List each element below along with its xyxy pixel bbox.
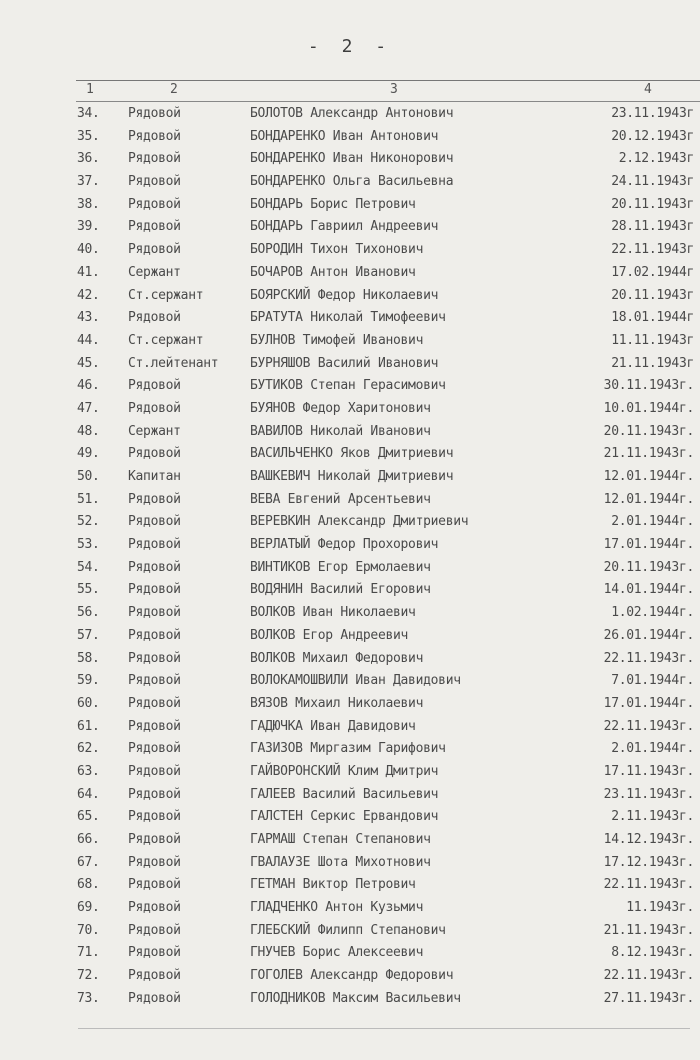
row-rank: Рядовой xyxy=(128,559,181,575)
table-row xyxy=(0,354,700,377)
row-date: 7.01.1944г. xyxy=(611,673,694,689)
table-row xyxy=(0,240,700,263)
row-number: 49. xyxy=(77,446,100,462)
row-rank: Рядовой xyxy=(128,605,181,621)
row-name: БУЛНОВ Тимофей Иванович xyxy=(250,332,424,348)
table-header-rule xyxy=(76,101,700,102)
row-date: 26.01.1944г. xyxy=(603,627,694,643)
row-number: 40. xyxy=(77,242,100,258)
row-date: 21.11.1943г. xyxy=(603,922,694,938)
row-name: БОНДАРЬ Борис Петрович xyxy=(250,196,416,212)
row-rank: Ст.сержант xyxy=(128,332,204,348)
row-name: БРАТУТА Николай Тимофеевич xyxy=(250,310,446,326)
table-row xyxy=(0,104,700,127)
column-header-4: 4 xyxy=(644,82,652,97)
row-name: ВЕВА Евгений Арсентьевич xyxy=(250,491,431,507)
table-row xyxy=(0,898,700,921)
row-name: БОРОДИН Тихон Тихонович xyxy=(250,242,424,258)
row-number: 62. xyxy=(77,741,100,757)
row-date: 22.11.1943г. xyxy=(603,968,694,984)
row-number: 73. xyxy=(77,990,100,1006)
row-rank: Рядовой xyxy=(128,378,181,394)
row-name: ГЛЕБСКИЙ Филипп Степанович xyxy=(250,922,446,938)
row-name: БОНДАРЬ Гавриил Андреевич xyxy=(250,219,439,235)
row-name: БОЛОТОВ Александр Антонович xyxy=(250,106,454,121)
row-number: 58. xyxy=(77,650,100,666)
row-rank: Рядовой xyxy=(128,400,181,416)
row-number: 44. xyxy=(77,332,100,348)
row-name: БОНДАРЕНКО Иван Никонорович xyxy=(250,151,454,167)
row-date: 18.01.1944г xyxy=(611,310,694,326)
row-number: 70. xyxy=(77,922,100,938)
row-name: БУТИКОВ Степан Герасимович xyxy=(250,378,446,394)
row-date: 21.11.1943г. xyxy=(603,446,694,462)
row-number: 66. xyxy=(77,832,100,847)
row-number: 38. xyxy=(77,196,100,212)
table-row xyxy=(0,603,700,626)
row-rank: Рядовой xyxy=(128,854,181,870)
row-date: 14.01.1944г. xyxy=(603,582,694,598)
table-row xyxy=(0,830,700,853)
row-rank: Рядовой xyxy=(128,809,181,825)
row-number: 54. xyxy=(77,559,100,575)
row-date: 17.12.1943г. xyxy=(603,854,694,870)
row-name: ГОГОЛЕВ Александр Федорович xyxy=(250,968,454,984)
row-rank: Рядовой xyxy=(128,695,181,711)
row-date: 20.11.1943г xyxy=(611,196,694,212)
row-rank: Рядовой xyxy=(128,877,181,893)
row-name: ВОЛОКАМОШВИЛИ Иван Давидович xyxy=(250,673,461,689)
row-number: 37. xyxy=(77,174,100,190)
table-row xyxy=(0,762,700,785)
row-name: ГВАЛАУЗЕ Шота Михотнович xyxy=(250,854,431,870)
row-rank: Рядовой xyxy=(128,219,181,235)
table-row xyxy=(0,966,700,989)
table-row xyxy=(0,717,700,740)
row-number: 52. xyxy=(77,514,100,530)
table-row xyxy=(0,853,700,876)
table-row xyxy=(0,921,700,944)
row-date: 17.01.1944г. xyxy=(603,537,694,553)
table-row xyxy=(0,535,700,558)
table-row xyxy=(0,195,700,218)
row-rank: Рядовой xyxy=(128,718,181,734)
row-rank: Рядовой xyxy=(128,922,181,938)
row-number: 36. xyxy=(77,151,100,167)
row-date: 23.11.1943г xyxy=(611,106,694,121)
table-row xyxy=(0,943,700,966)
table-row xyxy=(0,490,700,513)
row-name: ГНУЧЕВ Борис Алексеевич xyxy=(250,945,424,961)
page-number: - 2 - xyxy=(307,36,393,57)
row-number: 39. xyxy=(77,219,100,235)
table-header xyxy=(0,82,700,100)
row-date: 22.11.1943г. xyxy=(603,877,694,893)
column-header-1: 1 xyxy=(86,82,94,97)
row-rank: Рядовой xyxy=(128,242,181,258)
row-rank: Рядовой xyxy=(128,786,181,802)
row-name: ГАЙВОРОНСКИЙ Клим Дмитрич xyxy=(250,763,439,779)
table-row xyxy=(0,444,700,467)
row-rank: Рядовой xyxy=(128,106,181,121)
row-name: БУЯНОВ Федор Харитонович xyxy=(250,400,431,416)
row-name: БОНДАРЕНКО Ольга Васильевна xyxy=(250,174,454,190)
table-row xyxy=(0,558,700,581)
row-rank: Рядовой xyxy=(128,514,181,530)
row-number: 61. xyxy=(77,718,100,734)
table-row xyxy=(0,694,700,717)
row-name: ВАШКЕВИЧ Николай Дмитриевич xyxy=(250,469,454,484)
row-name: ГАЛЕЕВ Василий Васильевич xyxy=(250,786,439,802)
row-date: 22.11.1943г xyxy=(611,242,694,258)
row-name: ГЛАДЧЕНКО Антон Кузьмич xyxy=(250,900,424,916)
table-row xyxy=(0,626,700,649)
row-rank: Рядовой xyxy=(128,832,181,847)
row-date: 22.11.1943г. xyxy=(603,718,694,734)
row-rank: Сержант xyxy=(128,423,181,439)
row-date: 22.11.1943г. xyxy=(603,650,694,666)
row-name: ВЕРЛАТЫЙ Федор Прохорович xyxy=(250,537,439,553)
row-date: 17.01.1944г. xyxy=(603,695,694,711)
row-rank: Рядовой xyxy=(128,128,181,144)
row-date: 17.02.1944г xyxy=(611,264,694,280)
row-rank: Рядовой xyxy=(128,741,181,757)
table-row xyxy=(0,376,700,399)
table-row xyxy=(0,875,700,898)
row-name: ГАЗИЗОВ Миргазим Гарифович xyxy=(250,741,446,757)
column-header-2: 2 xyxy=(170,82,178,97)
row-rank: Рядовой xyxy=(128,310,181,326)
row-date: 20.11.1943г. xyxy=(603,423,694,439)
row-name: ГОЛОДНИКОВ Максим Васильевич xyxy=(250,990,461,1006)
row-name: ГЕТМАН Виктор Петрович xyxy=(250,877,416,893)
row-name: ВОЛКОВ Егор Андреевич xyxy=(250,627,409,643)
row-rank: Рядовой xyxy=(128,446,181,462)
row-name: ВАСИЛЬЧЕНКО Яков Дмитриевич xyxy=(250,446,454,462)
row-name: ВОЛКОВ Михаил Федорович xyxy=(250,650,424,666)
table-row xyxy=(0,649,700,672)
row-date: 1.02.1944г. xyxy=(611,605,694,621)
row-rank: Рядовой xyxy=(128,900,181,916)
row-date: 12.01.1944г. xyxy=(603,491,694,507)
table-row xyxy=(0,785,700,808)
row-rank: Рядовой xyxy=(128,537,181,553)
row-number: 55. xyxy=(77,582,100,598)
page-bottom-rule xyxy=(78,1028,690,1029)
row-date: 30.11.1943г. xyxy=(603,378,694,394)
row-name: БОНДАРЕНКО Иван Антонович xyxy=(250,128,439,144)
row-date: 28.11.1943г xyxy=(611,219,694,235)
row-rank: Рядовой xyxy=(128,174,181,190)
row-rank: Рядовой xyxy=(128,196,181,212)
row-date: 10.01.1944г. xyxy=(603,400,694,416)
row-number: 45. xyxy=(77,355,100,371)
row-date: 8.12.1943г. xyxy=(611,945,694,961)
row-number: 56. xyxy=(77,605,100,621)
table-row xyxy=(0,286,700,309)
row-date: 23.11.1943г. xyxy=(603,786,694,802)
table-row xyxy=(0,172,700,195)
table-row xyxy=(0,263,700,286)
row-date: 27.11.1943г. xyxy=(603,990,694,1006)
row-date: 11.11.1943г xyxy=(611,332,694,348)
row-number: 59. xyxy=(77,673,100,689)
table-row xyxy=(0,512,700,535)
row-number: 60. xyxy=(77,695,100,711)
row-name: БОЯРСКИЙ Федор Николаевич xyxy=(250,287,439,303)
row-number: 48. xyxy=(77,423,100,439)
row-number: 35. xyxy=(77,128,100,144)
row-rank: Рядовой xyxy=(128,151,181,167)
table-row xyxy=(0,671,700,694)
row-date: 11.1943г. xyxy=(626,900,694,916)
table-row xyxy=(0,149,700,172)
row-rank: Рядовой xyxy=(128,945,181,961)
row-name: ВЕРЕВКИН Александр Дмитриевич xyxy=(250,514,469,530)
table-row xyxy=(0,399,700,422)
row-name: ВЯЗОВ Михаил Николаевич xyxy=(250,695,424,711)
row-name: ВОЛКОВ Иван Николаевич xyxy=(250,605,416,621)
row-number: 68. xyxy=(77,877,100,893)
row-date: 12.01.1944г. xyxy=(603,469,694,484)
row-number: 50. xyxy=(77,469,100,484)
row-rank: Рядовой xyxy=(128,491,181,507)
row-number: 47. xyxy=(77,400,100,416)
row-number: 34. xyxy=(77,106,100,121)
row-number: 69. xyxy=(77,900,100,916)
row-date: 20.11.1943г xyxy=(611,287,694,303)
row-number: 72. xyxy=(77,968,100,984)
table-row xyxy=(0,331,700,354)
row-rank: Рядовой xyxy=(128,582,181,598)
row-name: БОЧАРОВ Антон Иванович xyxy=(250,264,416,280)
row-number: 41. xyxy=(77,264,100,280)
row-name: ВОДЯНИН Василий Егорович xyxy=(250,582,431,598)
row-rank: Рядовой xyxy=(128,650,181,666)
table-row xyxy=(0,308,700,331)
table-row xyxy=(0,127,700,150)
row-rank: Ст.сержант xyxy=(128,287,204,303)
row-name: ГАРМАШ Степан Степанович xyxy=(250,832,431,847)
row-date: 20.12.1943г xyxy=(611,128,694,144)
row-date: 2.12.1943г xyxy=(618,151,694,167)
row-number: 53. xyxy=(77,537,100,553)
row-rank: Ст.лейтенант xyxy=(128,355,219,371)
row-date: 24.11.1943г xyxy=(611,174,694,190)
table-row xyxy=(0,807,700,830)
table-row xyxy=(0,467,700,490)
table-body xyxy=(0,104,700,1012)
row-date: 2.01.1944г. xyxy=(611,741,694,757)
row-rank: Рядовой xyxy=(128,627,181,643)
row-name: ГАЛСТЕН Серкис Ервандович xyxy=(250,809,439,825)
table-row xyxy=(0,989,700,1012)
row-number: 67. xyxy=(77,854,100,870)
row-number: 51. xyxy=(77,491,100,507)
row-date: 20.11.1943г. xyxy=(603,559,694,575)
row-name: ГАДЮЧКА Иван Давидович xyxy=(250,718,416,734)
row-number: 63. xyxy=(77,763,100,779)
row-number: 43. xyxy=(77,310,100,326)
row-rank: Сержант xyxy=(128,264,181,280)
table-row xyxy=(0,739,700,762)
row-rank: Капитан xyxy=(128,469,181,484)
table-row xyxy=(0,422,700,445)
row-date: 2.11.1943г. xyxy=(611,809,694,825)
row-rank: Рядовой xyxy=(128,968,181,984)
row-number: 65. xyxy=(77,809,100,825)
row-date: 21.11.1943г xyxy=(611,355,694,371)
row-name: БУРНЯШОВ Василий Иванович xyxy=(250,355,439,371)
row-number: 71. xyxy=(77,945,100,961)
column-header-3: 3 xyxy=(390,82,398,97)
row-number: 64. xyxy=(77,786,100,802)
row-rank: Рядовой xyxy=(128,673,181,689)
row-name: ВИНТИКОВ Егор Ермолаевич xyxy=(250,559,431,575)
row-date: 2.01.1944г. xyxy=(611,514,694,530)
table-row xyxy=(0,580,700,603)
row-rank: Рядовой xyxy=(128,990,181,1006)
row-rank: Рядовой xyxy=(128,763,181,779)
table-row xyxy=(0,217,700,240)
row-number: 46. xyxy=(77,378,100,394)
row-date: 14.12.1943г. xyxy=(603,832,694,847)
row-name: ВАВИЛОВ Николай Иванович xyxy=(250,423,431,439)
row-number: 57. xyxy=(77,627,100,643)
table-top-rule xyxy=(76,80,700,81)
row-date: 17.11.1943г. xyxy=(603,763,694,779)
row-number: 42. xyxy=(77,287,100,303)
